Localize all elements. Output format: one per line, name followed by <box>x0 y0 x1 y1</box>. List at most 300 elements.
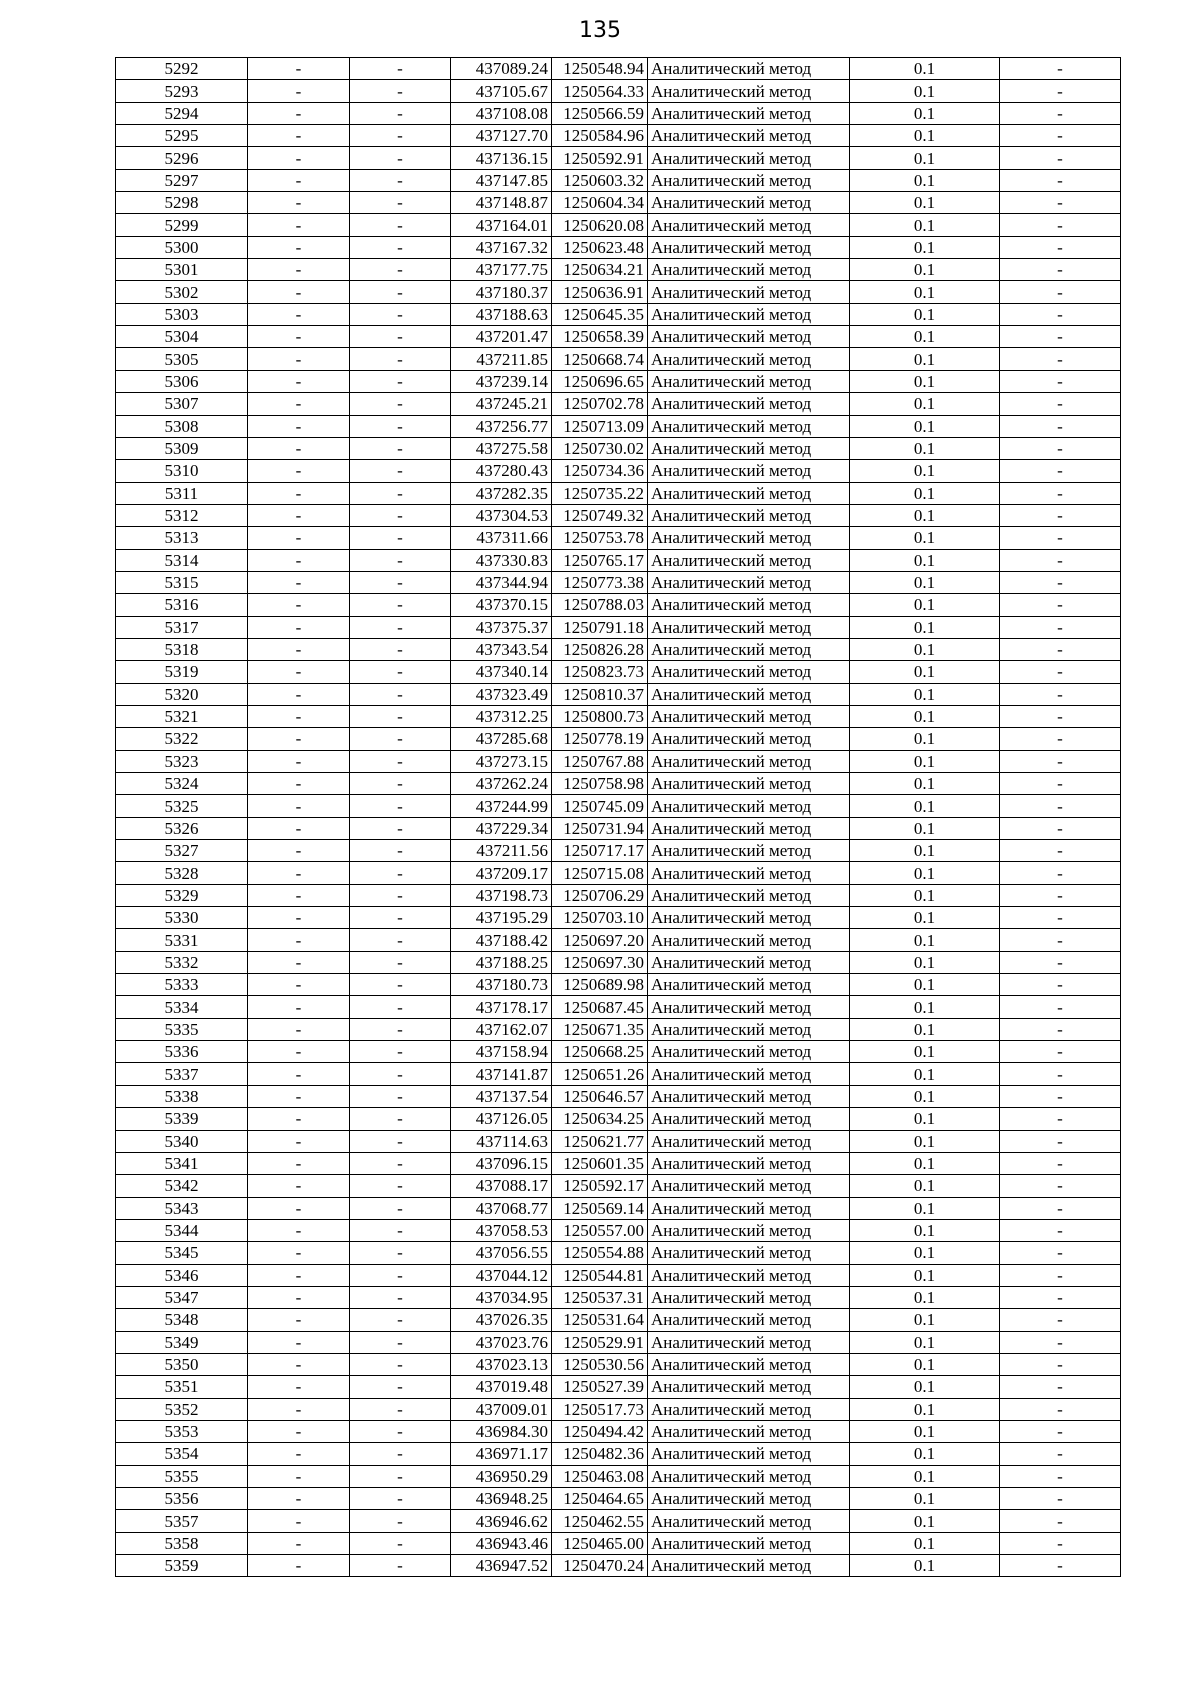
method-cell: Аналитический метод <box>648 705 850 727</box>
accuracy-cell: 0.1 <box>850 840 1000 862</box>
method-cell: Аналитический метод <box>648 1532 850 1554</box>
y-coordinate-cell: 1250623.48 <box>552 236 648 258</box>
empty-cell: - <box>350 80 451 102</box>
empty-cell: - <box>248 527 350 549</box>
x-coordinate-cell: 437141.87 <box>451 1063 552 1085</box>
y-coordinate-cell: 1250697.20 <box>552 929 648 951</box>
x-coordinate-cell: 437323.49 <box>451 683 552 705</box>
table-row <box>116 549 1121 571</box>
empty-cell: - <box>248 1219 350 1241</box>
point-number-cell: 5323 <box>116 750 248 772</box>
empty-cell: - <box>248 1309 350 1331</box>
method-cell: Аналитический метод <box>648 616 850 638</box>
empty-cell: - <box>1000 1108 1121 1130</box>
method-cell: Аналитический метод <box>648 1488 850 1510</box>
accuracy-cell: 0.1 <box>850 1108 1000 1130</box>
x-coordinate-cell: 437126.05 <box>451 1108 552 1130</box>
point-number-cell: 5308 <box>116 415 248 437</box>
method-cell: Аналитический метод <box>648 214 850 236</box>
accuracy-cell: 0.1 <box>850 728 1000 750</box>
table-row <box>116 1420 1121 1442</box>
empty-cell: - <box>1000 326 1121 348</box>
table-row <box>116 728 1121 750</box>
method-cell: Аналитический метод <box>648 884 850 906</box>
y-coordinate-cell: 1250730.02 <box>552 437 648 459</box>
x-coordinate-cell: 437198.73 <box>451 884 552 906</box>
point-number-cell: 5295 <box>116 125 248 147</box>
method-cell: Аналитический метод <box>648 638 850 660</box>
x-coordinate-cell: 437019.48 <box>451 1376 552 1398</box>
point-number-cell: 5304 <box>116 326 248 348</box>
point-number-cell: 5310 <box>116 460 248 482</box>
table-row <box>116 460 1121 482</box>
method-cell: Аналитический метод <box>648 862 850 884</box>
y-coordinate-cell: 1250592.17 <box>552 1175 648 1197</box>
empty-cell: - <box>1000 1398 1121 1420</box>
empty-cell: - <box>1000 728 1121 750</box>
empty-cell: - <box>1000 1219 1121 1241</box>
x-coordinate-cell: 437114.63 <box>451 1130 552 1152</box>
method-cell: Аналитический метод <box>648 192 850 214</box>
empty-cell: - <box>248 1376 350 1398</box>
x-coordinate-cell: 437180.37 <box>451 281 552 303</box>
table-row <box>116 125 1121 147</box>
empty-cell: - <box>350 705 451 727</box>
empty-cell: - <box>1000 616 1121 638</box>
point-number-cell: 5341 <box>116 1152 248 1174</box>
table-row <box>116 1175 1121 1197</box>
point-number-cell: 5303 <box>116 303 248 325</box>
method-cell: Аналитический метод <box>648 840 850 862</box>
empty-cell: - <box>350 1286 451 1308</box>
table-row <box>116 1309 1121 1331</box>
empty-cell: - <box>1000 58 1121 80</box>
table-row <box>116 1286 1121 1308</box>
method-cell: Аналитический метод <box>648 504 850 526</box>
table-row <box>116 840 1121 862</box>
empty-cell: - <box>1000 125 1121 147</box>
x-coordinate-cell: 437068.77 <box>451 1197 552 1219</box>
y-coordinate-cell: 1250687.45 <box>552 996 648 1018</box>
empty-cell: - <box>248 728 350 750</box>
accuracy-cell: 0.1 <box>850 1175 1000 1197</box>
empty-cell: - <box>350 236 451 258</box>
x-coordinate-cell: 437058.53 <box>451 1219 552 1241</box>
y-coordinate-cell: 1250703.10 <box>552 907 648 929</box>
y-coordinate-cell: 1250800.73 <box>552 705 648 727</box>
table-row <box>116 1108 1121 1130</box>
method-cell: Аналитический метод <box>648 303 850 325</box>
x-coordinate-cell: 437105.67 <box>451 80 552 102</box>
accuracy-cell: 0.1 <box>850 661 1000 683</box>
empty-cell: - <box>1000 1510 1121 1532</box>
table-row <box>116 437 1121 459</box>
method-cell: Аналитический метод <box>648 1242 850 1264</box>
point-number-cell: 5333 <box>116 974 248 996</box>
method-cell: Аналитический метод <box>648 1085 850 1107</box>
table-row <box>116 1242 1121 1264</box>
point-number-cell: 5293 <box>116 80 248 102</box>
y-coordinate-cell: 1250636.91 <box>552 281 648 303</box>
method-cell: Аналитический метод <box>648 370 850 392</box>
y-coordinate-cell: 1250529.91 <box>552 1331 648 1353</box>
method-cell: Аналитический метод <box>648 951 850 973</box>
y-coordinate-cell: 1250464.65 <box>552 1488 648 1510</box>
empty-cell: - <box>1000 1130 1121 1152</box>
accuracy-cell: 0.1 <box>850 1488 1000 1510</box>
accuracy-cell: 0.1 <box>850 884 1000 906</box>
empty-cell: - <box>1000 1465 1121 1487</box>
empty-cell: - <box>350 437 451 459</box>
empty-cell: - <box>350 1465 451 1487</box>
method-cell: Аналитический метод <box>648 102 850 124</box>
y-coordinate-cell: 1250517.73 <box>552 1398 648 1420</box>
empty-cell: - <box>248 1264 350 1286</box>
empty-cell: - <box>1000 1152 1121 1174</box>
empty-cell: - <box>248 571 350 593</box>
accuracy-cell: 0.1 <box>850 1041 1000 1063</box>
empty-cell: - <box>248 125 350 147</box>
table-row <box>116 862 1121 884</box>
empty-cell: - <box>350 281 451 303</box>
point-number-cell: 5335 <box>116 1018 248 1040</box>
empty-cell: - <box>1000 1286 1121 1308</box>
accuracy-cell: 0.1 <box>850 1309 1000 1331</box>
y-coordinate-cell: 1250810.37 <box>552 683 648 705</box>
accuracy-cell: 0.1 <box>850 817 1000 839</box>
x-coordinate-cell: 437108.08 <box>451 102 552 124</box>
point-number-cell: 5326 <box>116 817 248 839</box>
empty-cell: - <box>248 482 350 504</box>
method-cell: Аналитический метод <box>648 773 850 795</box>
empty-cell: - <box>350 817 451 839</box>
table-row <box>116 348 1121 370</box>
x-coordinate-cell: 437147.85 <box>451 169 552 191</box>
x-coordinate-cell: 437330.83 <box>451 549 552 571</box>
method-cell: Аналитический метод <box>648 169 850 191</box>
table-row <box>116 482 1121 504</box>
x-coordinate-cell: 437201.47 <box>451 326 552 348</box>
point-number-cell: 5315 <box>116 571 248 593</box>
y-coordinate-cell: 1250584.96 <box>552 125 648 147</box>
method-cell: Аналитический метод <box>648 1465 850 1487</box>
empty-cell: - <box>1000 281 1121 303</box>
empty-cell: - <box>248 1510 350 1532</box>
accuracy-cell: 0.1 <box>850 1085 1000 1107</box>
empty-cell: - <box>350 840 451 862</box>
empty-cell: - <box>350 594 451 616</box>
point-number-cell: 5302 <box>116 281 248 303</box>
accuracy-cell: 0.1 <box>850 125 1000 147</box>
empty-cell: - <box>248 1555 350 1577</box>
x-coordinate-cell: 437158.94 <box>451 1041 552 1063</box>
empty-cell: - <box>350 1152 451 1174</box>
y-coordinate-cell: 1250569.14 <box>552 1197 648 1219</box>
empty-cell: - <box>1000 303 1121 325</box>
y-coordinate-cell: 1250788.03 <box>552 594 648 616</box>
empty-cell: - <box>1000 1420 1121 1442</box>
accuracy-cell: 0.1 <box>850 147 1000 169</box>
x-coordinate-cell: 437280.43 <box>451 460 552 482</box>
empty-cell: - <box>1000 80 1121 102</box>
accuracy-cell: 0.1 <box>850 102 1000 124</box>
method-cell: Аналитический метод <box>648 907 850 929</box>
empty-cell: - <box>1000 705 1121 727</box>
method-cell: Аналитический метод <box>648 996 850 1018</box>
method-cell: Аналитический метод <box>648 1443 850 1465</box>
empty-cell: - <box>350 1197 451 1219</box>
empty-cell: - <box>1000 527 1121 549</box>
table-row <box>116 281 1121 303</box>
empty-cell: - <box>248 1286 350 1308</box>
method-cell: Аналитический метод <box>648 1130 850 1152</box>
accuracy-cell: 0.1 <box>850 1532 1000 1554</box>
point-number-cell: 5318 <box>116 638 248 660</box>
empty-cell: - <box>248 1331 350 1353</box>
table-row <box>116 1085 1121 1107</box>
y-coordinate-cell: 1250530.56 <box>552 1353 648 1375</box>
empty-cell: - <box>350 527 451 549</box>
empty-cell: - <box>350 1108 451 1130</box>
accuracy-cell: 0.1 <box>850 504 1000 526</box>
y-coordinate-cell: 1250564.33 <box>552 80 648 102</box>
y-coordinate-cell: 1250734.36 <box>552 460 648 482</box>
table-row <box>116 1465 1121 1487</box>
x-coordinate-cell: 437312.25 <box>451 705 552 727</box>
empty-cell: - <box>350 661 451 683</box>
empty-cell: - <box>1000 773 1121 795</box>
y-coordinate-cell: 1250767.88 <box>552 750 648 772</box>
point-number-cell: 5359 <box>116 1555 248 1577</box>
empty-cell: - <box>248 80 350 102</box>
point-number-cell: 5325 <box>116 795 248 817</box>
empty-cell: - <box>350 951 451 973</box>
table-row <box>116 661 1121 683</box>
y-coordinate-cell: 1250482.36 <box>552 1443 648 1465</box>
x-coordinate-cell: 437009.01 <box>451 1398 552 1420</box>
x-coordinate-cell: 437177.75 <box>451 259 552 281</box>
point-number-cell: 5330 <box>116 907 248 929</box>
method-cell: Аналитический метод <box>648 527 850 549</box>
empty-cell: - <box>1000 415 1121 437</box>
empty-cell: - <box>1000 884 1121 906</box>
y-coordinate-cell: 1250658.39 <box>552 326 648 348</box>
empty-cell: - <box>1000 817 1121 839</box>
table-row <box>116 750 1121 772</box>
empty-cell: - <box>350 393 451 415</box>
y-coordinate-cell: 1250645.35 <box>552 303 648 325</box>
method-cell: Аналитический метод <box>648 817 850 839</box>
empty-cell: - <box>1000 259 1121 281</box>
table-row <box>116 393 1121 415</box>
y-coordinate-cell: 1250462.55 <box>552 1510 648 1532</box>
empty-cell: - <box>248 192 350 214</box>
empty-cell: - <box>1000 348 1121 370</box>
y-coordinate-cell: 1250702.78 <box>552 393 648 415</box>
y-coordinate-cell: 1250696.65 <box>552 370 648 392</box>
empty-cell: - <box>248 817 350 839</box>
table-row <box>116 259 1121 281</box>
empty-cell: - <box>1000 1264 1121 1286</box>
x-coordinate-cell: 437034.95 <box>451 1286 552 1308</box>
table-row <box>116 1197 1121 1219</box>
method-cell: Аналитический метод <box>648 1108 850 1130</box>
x-coordinate-cell: 437229.34 <box>451 817 552 839</box>
point-number-cell: 5340 <box>116 1130 248 1152</box>
x-coordinate-cell: 437148.87 <box>451 192 552 214</box>
table-row <box>116 102 1121 124</box>
empty-cell: - <box>248 102 350 124</box>
method-cell: Аналитический метод <box>648 1286 850 1308</box>
empty-cell: - <box>248 951 350 973</box>
y-coordinate-cell: 1250773.38 <box>552 571 648 593</box>
empty-cell: - <box>1000 370 1121 392</box>
empty-cell: - <box>1000 795 1121 817</box>
table-row <box>116 817 1121 839</box>
point-number-cell: 5327 <box>116 840 248 862</box>
accuracy-cell: 0.1 <box>850 1510 1000 1532</box>
x-coordinate-cell: 437188.63 <box>451 303 552 325</box>
x-coordinate-cell: 437211.85 <box>451 348 552 370</box>
y-coordinate-cell: 1250601.35 <box>552 1152 648 1174</box>
point-number-cell: 5345 <box>116 1242 248 1264</box>
y-coordinate-cell: 1250566.59 <box>552 102 648 124</box>
table-row <box>116 683 1121 705</box>
empty-cell: - <box>1000 504 1121 526</box>
empty-cell: - <box>350 259 451 281</box>
accuracy-cell: 0.1 <box>850 1063 1000 1085</box>
empty-cell: - <box>1000 996 1121 1018</box>
empty-cell: - <box>350 1331 451 1353</box>
point-number-cell: 5343 <box>116 1197 248 1219</box>
x-coordinate-cell: 437275.58 <box>451 437 552 459</box>
accuracy-cell: 0.1 <box>850 348 1000 370</box>
empty-cell: - <box>248 1488 350 1510</box>
empty-cell: - <box>350 907 451 929</box>
method-cell: Аналитический метод <box>648 1152 850 1174</box>
empty-cell: - <box>248 1152 350 1174</box>
empty-cell: - <box>1000 862 1121 884</box>
y-coordinate-cell: 1250537.31 <box>552 1286 648 1308</box>
point-number-cell: 5331 <box>116 929 248 951</box>
method-cell: Аналитический метод <box>648 281 850 303</box>
method-cell: Аналитический метод <box>648 683 850 705</box>
table-row <box>116 594 1121 616</box>
empty-cell: - <box>350 996 451 1018</box>
point-number-cell: 5337 <box>116 1063 248 1085</box>
accuracy-cell: 0.1 <box>850 1242 1000 1264</box>
table-row <box>116 996 1121 1018</box>
point-number-cell: 5355 <box>116 1465 248 1487</box>
x-coordinate-cell: 437096.15 <box>451 1152 552 1174</box>
y-coordinate-cell: 1250778.19 <box>552 728 648 750</box>
empty-cell: - <box>248 1420 350 1442</box>
x-coordinate-cell: 437162.07 <box>451 1018 552 1040</box>
accuracy-cell: 0.1 <box>850 259 1000 281</box>
point-number-cell: 5298 <box>116 192 248 214</box>
empty-cell: - <box>1000 437 1121 459</box>
empty-cell: - <box>1000 1018 1121 1040</box>
empty-cell: - <box>1000 192 1121 214</box>
empty-cell: - <box>1000 1197 1121 1219</box>
point-number-cell: 5346 <box>116 1264 248 1286</box>
point-number-cell: 5305 <box>116 348 248 370</box>
x-coordinate-cell: 437262.24 <box>451 773 552 795</box>
point-number-cell: 5354 <box>116 1443 248 1465</box>
point-number-cell: 5300 <box>116 236 248 258</box>
y-coordinate-cell: 1250717.17 <box>552 840 648 862</box>
table-row <box>116 1152 1121 1174</box>
accuracy-cell: 0.1 <box>850 683 1000 705</box>
method-cell: Аналитический метод <box>648 482 850 504</box>
empty-cell: - <box>1000 594 1121 616</box>
x-coordinate-cell: 436946.62 <box>451 1510 552 1532</box>
x-coordinate-cell: 437340.14 <box>451 661 552 683</box>
table-row <box>116 1488 1121 1510</box>
point-number-cell: 5353 <box>116 1420 248 1442</box>
empty-cell: - <box>350 303 451 325</box>
empty-cell: - <box>350 58 451 80</box>
empty-cell: - <box>248 147 350 169</box>
point-number-cell: 5316 <box>116 594 248 616</box>
table-row <box>116 907 1121 929</box>
empty-cell: - <box>350 326 451 348</box>
empty-cell: - <box>350 1376 451 1398</box>
method-cell: Аналитический метод <box>648 1555 850 1577</box>
empty-cell: - <box>350 795 451 817</box>
point-number-cell: 5309 <box>116 437 248 459</box>
empty-cell: - <box>1000 482 1121 504</box>
empty-cell: - <box>350 773 451 795</box>
table-row <box>116 527 1121 549</box>
empty-cell: - <box>1000 169 1121 191</box>
point-number-cell: 5320 <box>116 683 248 705</box>
table-row <box>116 58 1121 80</box>
empty-cell: - <box>248 705 350 727</box>
empty-cell: - <box>1000 929 1121 951</box>
method-cell: Аналитический метод <box>648 1197 850 1219</box>
empty-cell: - <box>1000 1242 1121 1264</box>
table-row <box>116 1398 1121 1420</box>
point-number-cell: 5334 <box>116 996 248 1018</box>
empty-cell: - <box>350 571 451 593</box>
empty-cell: - <box>350 147 451 169</box>
empty-cell: - <box>350 192 451 214</box>
method-cell: Аналитический метод <box>648 259 850 281</box>
empty-cell: - <box>248 996 350 1018</box>
point-number-cell: 5338 <box>116 1085 248 1107</box>
point-number-cell: 5358 <box>116 1532 248 1554</box>
table-row <box>116 326 1121 348</box>
empty-cell: - <box>1000 1443 1121 1465</box>
method-cell: Аналитический метод <box>648 795 850 817</box>
y-coordinate-cell: 1250527.39 <box>552 1376 648 1398</box>
empty-cell: - <box>1000 1063 1121 1085</box>
y-coordinate-cell: 1250465.00 <box>552 1532 648 1554</box>
x-coordinate-cell: 437244.99 <box>451 795 552 817</box>
x-coordinate-cell: 437188.42 <box>451 929 552 951</box>
table-body <box>116 58 1121 1577</box>
y-coordinate-cell: 1250671.35 <box>552 1018 648 1040</box>
accuracy-cell: 0.1 <box>850 1376 1000 1398</box>
empty-cell: - <box>248 683 350 705</box>
empty-cell: - <box>248 862 350 884</box>
method-cell: Аналитический метод <box>648 1331 850 1353</box>
x-coordinate-cell: 437370.15 <box>451 594 552 616</box>
method-cell: Аналитический метод <box>648 437 850 459</box>
x-coordinate-cell: 437088.17 <box>451 1175 552 1197</box>
accuracy-cell: 0.1 <box>850 571 1000 593</box>
